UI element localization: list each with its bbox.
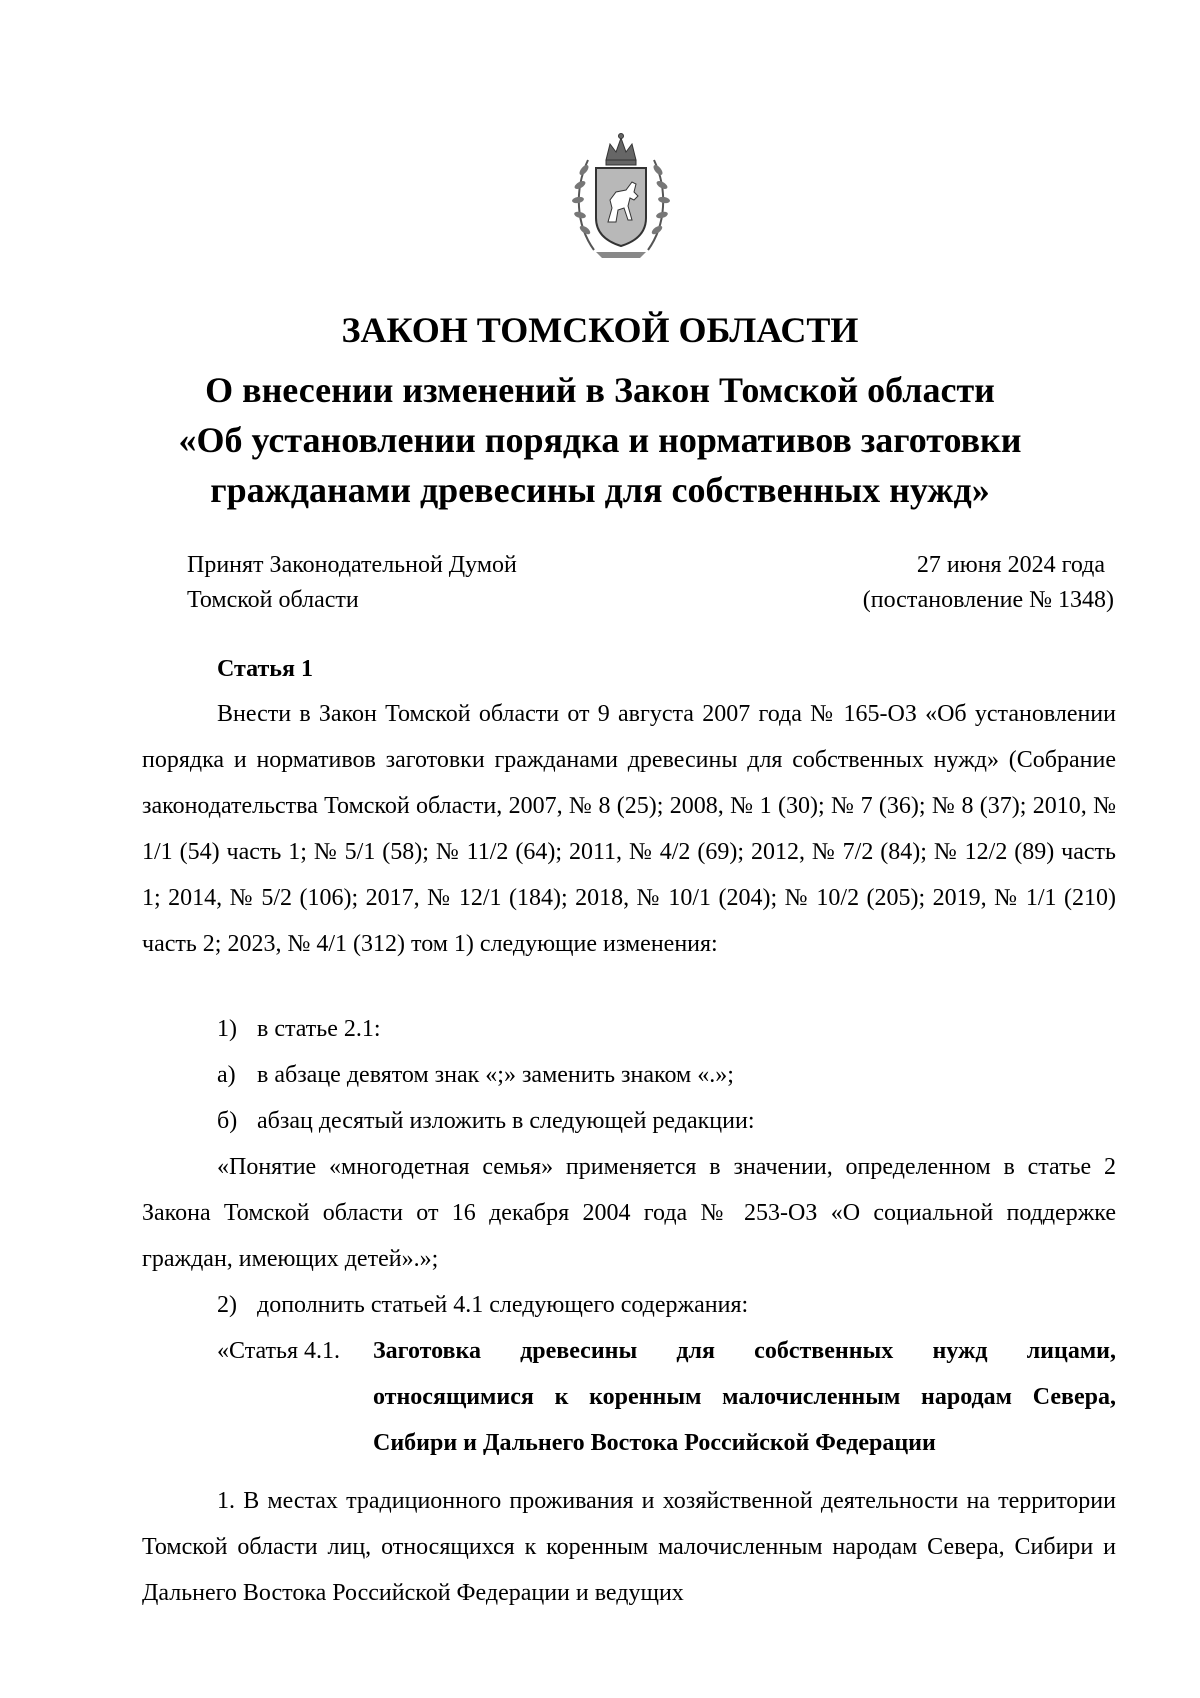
- article-4-1-paragraph-1: 1. В местах традиционного проживания и хозяйственной деятельности на территории Томской области лиц, относящихся к коренным малочисленным народам Севера, Сибири и Дальнего Востока Российской Федерации и ведущих: [142, 1488, 1116, 1606]
- list-item-a: [217, 1052, 734, 1098]
- adopted-by-line-2: Томской области: [187, 587, 359, 613]
- list-item-1: [217, 1006, 381, 1052]
- list-item-text: абзац десятый изложить в следующей редакции:: [257, 1108, 755, 1134]
- law-subtitle-line-3: гражданами древесины для собственных нужд»: [210, 470, 990, 510]
- adoption-date-block: [863, 548, 1114, 618]
- list-item-number: 2): [217, 1292, 237, 1318]
- article-4-1-label: «Статья 4.1.: [217, 1338, 340, 1364]
- resolution-number: (постановление № 1348): [862, 587, 1114, 613]
- list-item-text: дополнить статьей 4.1 следующего содержания:: [257, 1292, 749, 1318]
- tomsk-coat-of-arms-icon: [566, 130, 676, 265]
- list-item-text: в абзаце девятом знак «;» заменить знаком «.»;: [257, 1062, 734, 1088]
- article-4-1-title: [373, 1328, 1116, 1466]
- article-4-1-title-line-3: Сибири и Дальнего Востока Российской Федерации: [373, 1430, 936, 1456]
- law-title: ЗАКОН ТОМСКОЙ ОБЛАСТИ: [341, 310, 859, 350]
- list-item-text: в статье 2.1:: [257, 1016, 381, 1042]
- list-item-number: б): [217, 1108, 238, 1134]
- adopted-by-line-1: Принят Законодательной Думой: [187, 552, 517, 578]
- list-item-2: [217, 1282, 748, 1328]
- law-subtitle-line-1: О внесении изменений в Закон Томской области: [205, 370, 995, 410]
- list-item-b: [217, 1098, 754, 1144]
- quoted-definition-paragraph: «Понятие «многодетная семья» применяется в значении, определенном в статье 2 Закона Томской области от 16 декабря 2004 года № 253-ОЗ «О социальной поддержке граждан, имеющих детей».»;: [142, 1154, 1116, 1272]
- list-item-number: 1): [217, 1016, 237, 1042]
- adoption-date: 27 июня 2024 года: [916, 552, 1105, 578]
- article-4-1-title-line-1: Заготовка древесины для собственных нужд лицами,: [373, 1338, 1116, 1364]
- list-item-number: а): [217, 1062, 236, 1088]
- adopted-by: [187, 548, 517, 618]
- article-1-heading: Статья 1: [217, 656, 313, 682]
- article-1-intro-paragraph: Внести в Закон Томской области от 9 августа 2007 года № 165-ОЗ «Об установлении порядка и нормативов заготовки гражданами древесины для собственных нужд» (Собрание законодательства Томской области, 2007, № 8 (25); 2008, № 1 (30); № 7 (36); № 8 (37); 2010, № 1/1 (54) часть 1; № 5/1 (58); № 11/2 (64); 2011, № 4/2 (69); 2012, № 7/2 (84); № 12/2 (89) часть 1; 2014, № 5/2 (106); 2017, № 12/1 (184); 2018, № 10/1 (204); № 10/2 (205); 2019, № 1/1 (210) часть 2; 2023, № 4/1 (312) том 1) следующие изменения:: [142, 701, 1116, 957]
- article-4-1-title-line-2: относящимися к коренным малочисленным народам Севера,: [373, 1384, 1116, 1410]
- law-subtitle-line-2: «Об установлении порядка и нормативов заготовки: [178, 420, 1022, 460]
